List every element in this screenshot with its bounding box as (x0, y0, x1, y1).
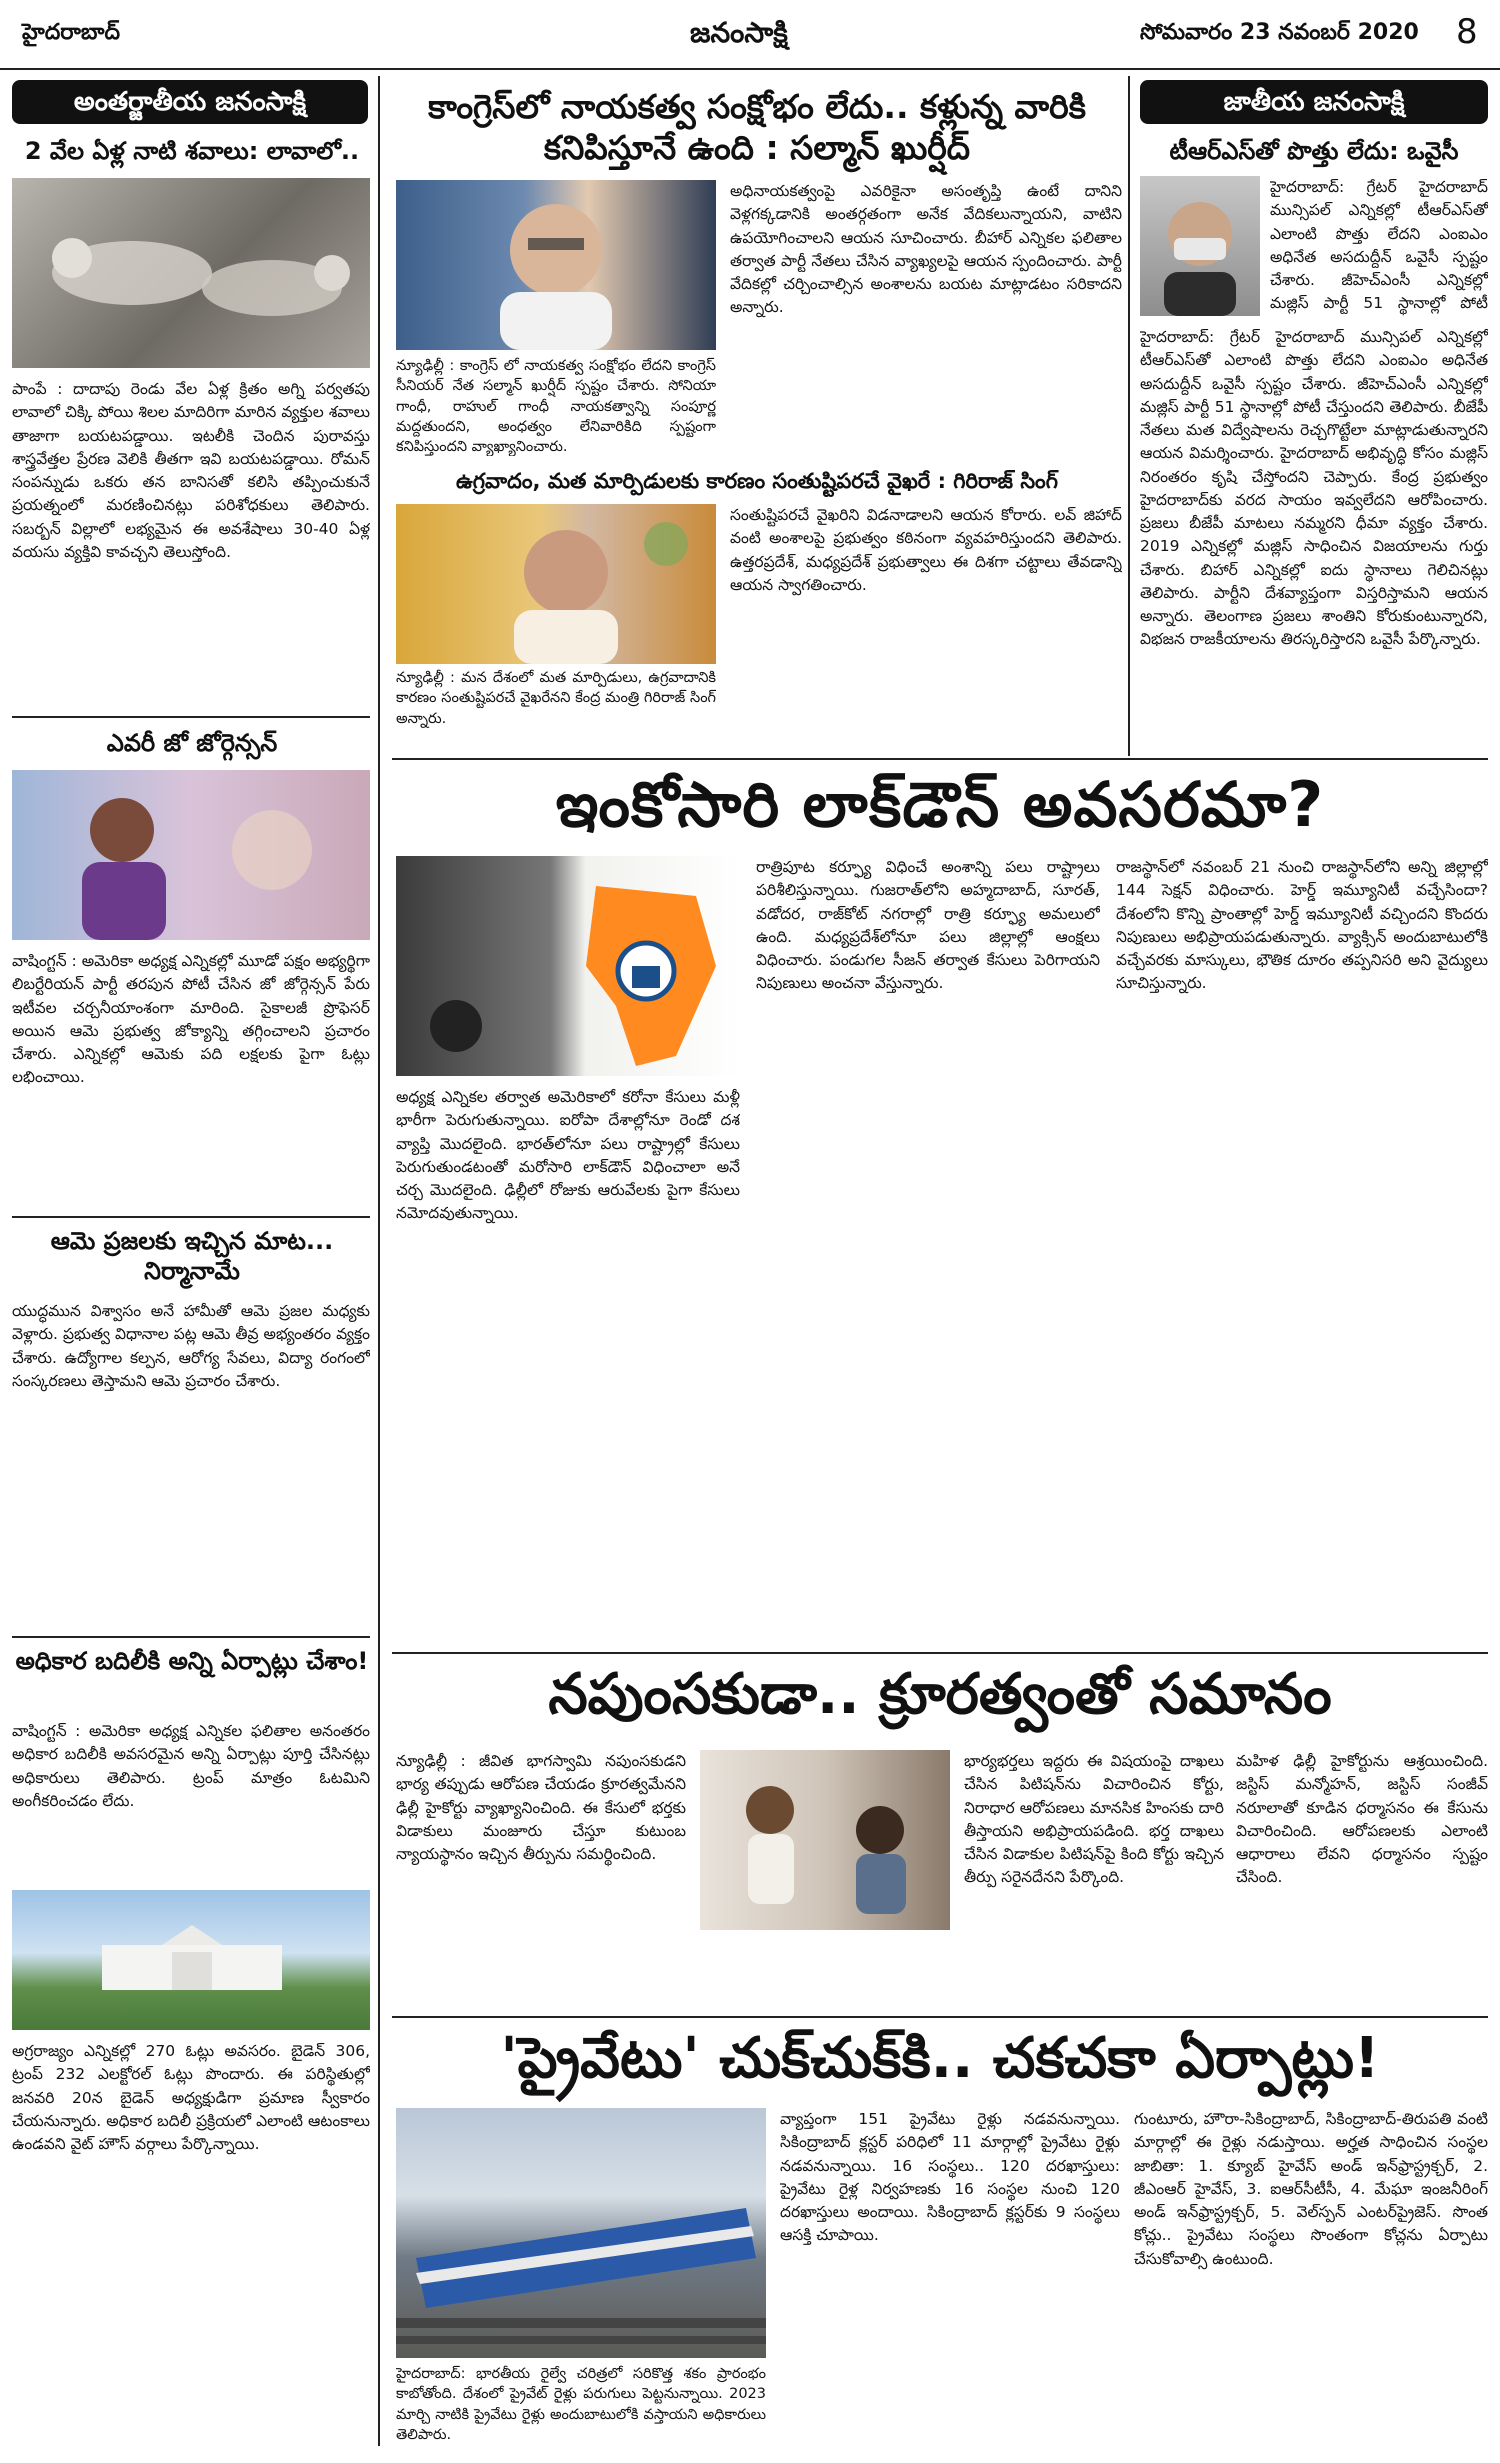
national-section-banner: జాతీయ జనంసాక్షి (1140, 80, 1488, 124)
newspaper-logo: జనంసాక్షి (690, 16, 788, 49)
private-trains-headline: 'ప్రైవేటు' చుక్‌చుక్‌కి.. చకచకా ఏర్పాట్లు! (500, 2026, 1380, 2091)
giriraj-caption: న్యూఢిల్లీ : మన దేశంలో మత మార్పిడులు, ఉగ్రవాదానికి కారణం సంతుష్టిపరచే వైఖరేనని కేంద్ర మంత్రి గిరిరాజ్ సింగ్ అన్నారు. (396, 670, 716, 727)
giriraj-singh-photo (396, 504, 716, 664)
divider (12, 1636, 370, 1638)
speaker-graphic (12, 770, 370, 940)
private-trains-caption: హైదరాబాద్: భారతీయ రైల్వే చరిత్రలో సరికొత్త శకం ప్రారంభం కాబోతోంది. దేశంలో ప్రైవేట్ రైళ్లు పరుగులు పెట్టనున్నాయి. 2023 మార్చి నాటికి ప్రైవేటు రైళ్లు అందుబాటులోకి వస్తాయని అధికారులు తెలిపారు. (396, 2366, 766, 2443)
lockdown-body-col3: రాజస్థాన్‌లో నవంబర్ 21 నుంచి రాజస్థాన్‌లోని అన్ని జిల్లాల్లో 144 సెక్షన్ విధించారు. హెర్డ్ ఇమ్యూనిటీ వచ్చేసిందా? దేశంలోని కొన్ని ప్రాంతాల్లో హెర్డ్ ఇమ్యూనిటీ వచ్చిందని కొందరు నిపుణులు అభిప్రాయపడుతున్నారు. వ్యాక్సిన్ అందుబాటులోకి వచ్చేవరకు మాస్కులు, భౌతిక దూరం తప్పనిసరి అని వైద్యులు సూచిస్తున్నారు. (1116, 858, 1488, 993)
jorgensen-photo (12, 770, 370, 940)
masthead (0, 0, 1500, 70)
private-trains-body-col1: వ్యాప్తంగా 151 ప్రైవేటు రైళ్లు నడవనున్నాయి. సికింద్రాబాద్ క్లస్టర్ పరిధిలో 11 మార్గాల్లో ప్రైవేటు రైళ్లు నడవనున్నాయి. 16 సంస్థలు.. 120 దరఖాస్తులు: ప్రైవేటు రైళ్ల నిర్వహణకు 16 సంస్థల నుంచి 120 దరఖాస్తులు అందాయి. సికింద్రాబాద్ క్లస్టర్‌కు 9 సంస్థలు ఆసక్తి చూపాయి. (780, 2110, 1120, 2245)
pompeii-headline: 2 వేల ఏళ్ల నాటి శవాలు: లావాలో.. (24, 137, 360, 165)
portrait-graphic (396, 504, 716, 664)
city-name: హైదరాబాద్ (22, 20, 120, 45)
owaisi-body: హైదరాబాద్: గ్రేటర్ హైదరాబాద్ మున్సిపల్ ఎన్నికల్లో టీఆర్ఎస్‌తో ఎలాంటి పొత్తు లేదని ఎంఐఎం అధినేత అసదుద్దీన్ ఒవైసీ స్పష్టం చేశారు. జీహెచ్ఎంసీ ఎన్నికల్లో మజ్లిస్ పార్టీ 51 స్థానాల్లో పోటీ చేస్తుందని తెలిపారు. బీజేపీ నేతలు మత విద్వేషాలను రెచ్చగొట్టేలా మాట్లాడుతున్నారని ఆయన విమర్శించారు. హైదరాబాద్ అభివృద్ధి కోసం మజ్లిస్ నిరంతరం కృషి చేస్తోందని చెప్పారు. కేంద్ర ప్రభుత్వం హైదరాబాద్‌కు వరద సాయం ఇవ్వలేదని ఆరోపించారు. ప్రజలు బీజేపీ మాటలు నమ్మరని ధీమా వ్యక్తం చేశారు. 2019 ఎన్నికల్లో మజ్లిస్ సాధించిన విజయాలను గుర్తు చేశారు. బిహార్ ఎన్నికల్లో ఐదు స్థానాలు గెలిచినట్లు తెలిపారు. పార్టీని దేశవ్యాప్తంగా విస్తరిస్తామని ఆయన అన్నారు. తెలంగాణ ప్రజలు శాంతిని కోరుకుంటున్నారని, విభజన రాజకీయాలను తిరస్కరిస్తారని ఒవైసీ పేర్కొన్నారు. (1140, 328, 1488, 649)
portrait-graphic (396, 180, 716, 350)
pompeii-bodies-photo (12, 178, 370, 368)
train-graphic (396, 2108, 766, 2358)
lockdown-photo (396, 856, 740, 1076)
pompeii-figures-graphic (12, 178, 370, 368)
owaisi-headline: టీఆర్‌ఎస్‌తో పొత్తు లేదు: ఒవైసీ (1169, 137, 1459, 165)
right-column-rule (1128, 76, 1130, 756)
impotence-body-col2: భార్యభర్తలు ఇద్దరు ఈ విషయంపై దాఖలు చేసిన పిటిషన్‌ను విచారించిన కోర్టు, నిరాధార ఆరోపణలు మానసిక హింసకు దారి తీస్తాయని అభిప్రాయపడింది. భర్త దాఖలు చేసిన విడాకుల పిటిషన్‌పై కింది కోర్టు ఇచ్చిన తీర్పు సరైనదేనని పేర్కొంది. (964, 1752, 1224, 1887)
india-map-lock-graphic (396, 856, 740, 1076)
lockdown-body-col2: రాత్రిపూట కర్ఫ్యూ విధించే అంశాన్ని పలు రాష్ట్రాలు పరిశీలిస్తున్నాయి. గుజరాత్‌లోని అహ్మదాబాద్, సూరత్, వడోదర, రాజ్‌కోట్ నగరాల్లో రాత్రి కర్ఫ్యూ అమలులో ఉంది. మధ్యప్రదేశ్‌లోనూ పలు జిల్లాల్లో ఆంక్షలు విధించారు. పండుగల సీజన్ తర్వాత కేసులు పెరిగాయని నిపుణులు అంచనా వేస్తున్నారు. (756, 858, 1100, 993)
impotence-headline: నపుంసకుడా.. క్రూరత్వంతో సమానం (548, 1662, 1332, 1727)
divider (12, 716, 370, 718)
train-photo (396, 2108, 766, 2358)
giriraj-body: సంతుష్టిపరచే వైఖరిని విడనాడాలని ఆయన కోరారు. లవ్ జిహాద్ వంటి అంశాలపై ప్రభుత్వం కఠినంగా వ్యవహరిస్తుందని తెలిపారు. ఉత్తరప్రదేశ్, మధ్యప్రదేశ్ ప్రభుత్వాలు ఈ దిశగా చట్టాలు తేవడాన్ని ఆయన స్వాగతించారు. (730, 506, 1122, 594)
left-column-rule (378, 76, 380, 2446)
impotence-body-col1: న్యూఢిల్లీ : జీవిత భాగస్వామి నపుంసకుడని భార్య తప్పుడు ఆరోపణ చేయడం క్రూరత్వమేనని ఢిల్లీ హైకోర్టు వ్యాఖ్యానించింది. ఈ కేసులో భర్తకు విడాకులు మంజూరు చేస్తూ కుటుంబ న్యాయస్థానం ఇచ్చిన తీర్పును సమర్థించింది. (396, 1752, 686, 1863)
khurshid-body: అధినాయకత్వంపై ఎవరికైనా అసంతృప్తి ఉంటే దానిని వెళ్లగక్కడానికి అంతర్గతంగా అనేక వేదికలున్నాయని, వాటిని ఉపయోగించాలని ఆయన సూచించారు. బీహార్ ఎన్నికల ఫలితాల తర్వాత పార్టీ నేతలు చేసిన వ్యాఖ్యలపై ఆయన స్పందించారు. పార్టీ వేదికల్లో చర్చించాల్సిన అంశాలను బయట మాట్లాడటం సరికాదని అన్నారు. (730, 182, 1122, 317)
khurshid-headline: కాంగ్రెస్‌లో నాయకత్వ సంక్షోభం లేదు.. కళ్లున్న వారికి కనిపిస్తూనే ఉంది : సల్మాన్ ఖుర్షీద్ (428, 87, 1086, 168)
couple-graphic (700, 1750, 950, 1930)
lockdown-headline: ఇంకోసారి లాక్‌డౌన్ అవసరమా? (555, 768, 1325, 841)
owaisi-body-intro: హైదరాబాద్: గ్రేటర్ హైదరాబాద్ మున్సిపల్ ఎన్నికల్లో టీఆర్ఎస్‌తో ఎలాంటి పొత్తు లేదని ఎంఐఎం అధినేత అసదుద్దీన్ ఒవైసీ స్పష్టం చేశారు. జీహెచ్ఎంసీ ఎన్నికల్లో మజ్లిస్ పార్టీ 51 స్థానాల్లో పోటీ (1270, 178, 1488, 313)
khurshid-caption: న్యూఢిల్లీ : కాంగ్రెస్ లో నాయకత్వ సంక్షోభం లేదని కాంగ్రెస్ సీనియర్ నేత సల్మాన్ ఖుర్షీద్ స్పష్టం చేశారు. సోనియా గాంధీ, రాహుల్ గాంధీ నాయకత్వాన్ని సంపూర్ణ మద్దతుందని, అంధత్వం లేనివారికిది స్పష్టంగా కనిపిస్తుందని వ్యాఖ్యానించారు. (396, 358, 716, 456)
jorgensen-headline: ఎవరీ జో జోర్గెన్సన్ (106, 729, 278, 757)
white-house-photo (12, 1890, 370, 2030)
jorgensen-body: వాషింగ్టన్ : అమెరికా అధ్యక్ష ఎన్నికల్లో మూడో పక్షం అభ్యర్థిగా లిబర్టేరియన్ పార్టీ తరపున పోటీ చేసిన జో జోర్గెన్సన్ పేరు ఇటీవల చర్చనీయాంశంగా మారింది. సైకాలజీ ప్రొఫెసర్ అయిన ఆమె ప్రభుత్వ జోక్యాన్ని తగ్గించాలని ప్రచారం చేశారు. ఎన్నికల్లో ఆమెకు పది లక్షలకు పైగా ఓట్లు లభించాయి. (12, 952, 370, 1087)
promise-body: యుద్ధమున విశ్వాసం అనే హామీతో ఆమె ప్రజల మధ్యకు వెళ్లారు. ప్రభుత్వ విధానాల పట్ల ఆమె తీవ్ర అభ్యంతరం వ్యక్తం చేశారు. ఉద్యోగాల కల్పన, ఆరోగ్య సేవలు, విద్యా రంగంలో సంస్కరణలు తెస్తామని ఆమె ప్రచారం చేశారు. (12, 1302, 370, 1390)
owaisi-photo (1140, 176, 1260, 316)
issue-date: సోమవారం 23 నవంబర్ 2020 (1140, 20, 1419, 45)
divider (392, 2016, 1488, 2018)
couple-photo (700, 1750, 950, 1930)
portrait-graphic (1140, 176, 1260, 316)
giriraj-headline: ఉగ్రవాదం, మత మార్పిడులకు కారణం సంతుష్టిపరచే వైఖరే : గిరిరాజ్ సింగ్ (456, 469, 1058, 493)
impotence-body-col3: మహిళ ఢిల్లీ హైకోర్టును ఆశ్రయించింది. జస్టిస్ మన్మోహన్, జస్టిస్ సంజీవ్ నరూలాతో కూడిన ధర్మాసనం ఈ కేసును విచారించింది. ఆరోపణలకు ఎలాంటి ఆధారాలు లేవని ధర్మాసనం స్పష్టం చేసింది. (1236, 1752, 1488, 1887)
private-trains-body-col2: గుంటూరు, హౌరా-సికింద్రాబాద్, సికింద్రాబాద్-తిరుపతి వంటి మార్గాల్లో ఈ రైళ్లు నడుస్తాయి. అర్హత సాధించిన సంస్థల జాబితా: 1. క్యూబ్ హైవేస్ అండ్ ఇన్‌ఫ్రాస్ట్రక్చర్, 2. జీఎంఆర్ హైవేస్, 3. ఐఆర్‌సీటీసీ, 4. మేఘా ఇంజనీరింగ్ అండ్ ఇన్‌ఫ్రాస్ట్రక్చర్, 5. వెల్‌స్పన్ ఎంటర్‌ప్రైజెస్. సొంత కోచ్లు.. ప్రైవేటు సంస్థలు సొంతంగా కోచ్లను ఏర్పాటు చేసుకోవాల్సి ఉంటుంది. (1134, 2110, 1488, 2268)
divider (392, 1652, 1488, 1654)
transition-body-top: వాషింగ్టన్ : అమెరికా అధ్యక్ష ఎన్నికల ఫలితాల అనంతరం అధికార బదిలీకి అవసరమైన అన్ని ఏర్పాట్లు పూర్తి చేసినట్లు అధికారులు తెలిపారు. ట్రంప్ మాత్రం ఓటమిని అంగీకరించడం లేదు. (12, 1722, 370, 1810)
divider (12, 1216, 370, 1218)
divider (392, 758, 1488, 760)
international-section-banner: అంతర్జాతీయ జనంసాక్షి (12, 80, 368, 124)
promise-headline: ఆమె ప్రజలకు ఇచ్చిన మాట... నిర్మానామే (50, 1227, 334, 1285)
lockdown-body-col1: అధ్యక్ష ఎన్నికల తర్వాత అమెరికాలో కరోనా కేసులు మళ్లీ భారీగా పెరుగుతున్నాయి. ఐరోపా దేశాల్లోనూ రెండో దశ వ్యాప్తి మొదలైంది. భారత్‌లోనూ పలు రాష్ట్రాల్లో కేసులు పెరుగుతుండటంతో మరోసారి లాక్‌డౌన్ విధించాలా అనే చర్చ మొదలైంది. ఢిల్లీలో రోజుకు ఆరువేలకు పైగా కేసులు నమోదవుతున్నాయి. (396, 1088, 740, 1223)
white-house-graphic (12, 1890, 370, 2030)
page-number: 8 (1456, 12, 1478, 52)
pompeii-body: పాంపే : దాదాపు రెండు వేల ఏళ్ల క్రితం అగ్ని పర్వతపు లావాలో చిక్కి పోయి శిలల మాదిరిగా మారిన వ్యక్తుల శవాలు తాజాగా బయటపడ్డాయి. ఇటలీకి చెందిన పురావస్తు శాస్త్రవేత్తల ప్రేరణ వెలికి తీతగా ఇవి బయటపడ్డాయి. రోమన్ సంపన్నుడు ఒకరు తన బానిసతో కలిసి తప్పించుకునే ప్రయత్నంలో మరణించినట్లు పరిశోధకులు తెలిపారు. సబర్బన్ విల్లాలో లభ్యమైన ఈ అవశేషాలు 30-40 ఏళ్ల వయసు వ్యక్తివి కావచ్చని తెలుస్తోంది. (12, 380, 370, 561)
salman-khurshid-photo (396, 180, 716, 350)
transition-body-bottom: అగ్రరాజ్యం ఎన్నికల్లో 270 ఓట్లు అవసరం. బైడెన్ 306, ట్రంప్ 232 ఎలక్టోరల్ ఓట్లు పొందారు. ఈ పరిస్థితుల్లో జనవరి 20న బైడెన్ అధ్యక్షుడిగా ప్రమాణ స్వీకారం చేయనున్నారు. అధికార బదిలీ ప్రక్రియలో ఎలాంటి ఆటంకాలు ఉండవని వైట్ హౌస్ వర్గాలు పేర్కొన్నాయి. (12, 2042, 370, 2153)
transition-headline: అధికార బదిలీకి అన్ని ఏర్పాట్లు చేశాం! (15, 1647, 369, 1675)
